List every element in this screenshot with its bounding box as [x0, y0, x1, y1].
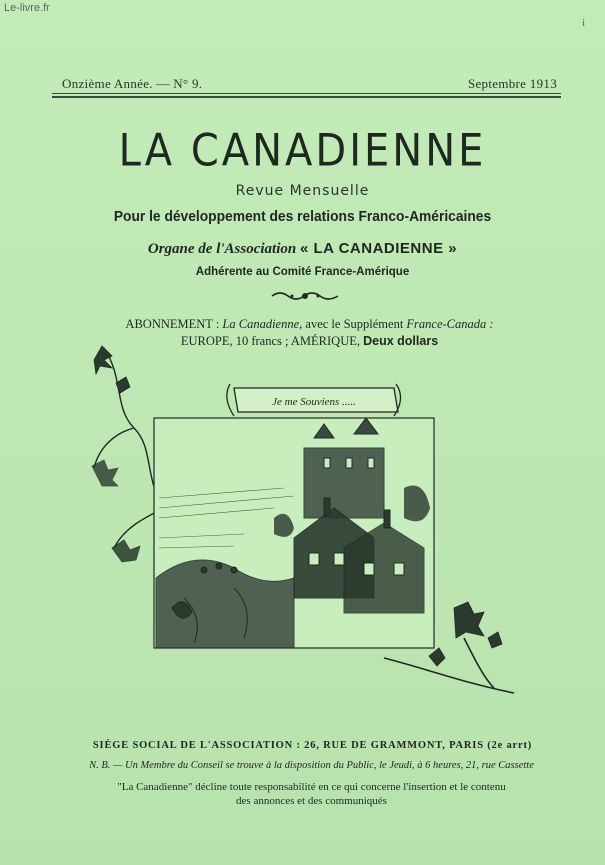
disclaimer: "La Canadienne" décline toute responsabilité en ce qui concerne l'insertion et le contenu des annonces et des communiqués [117, 781, 506, 807]
header-rule-thick [52, 96, 561, 98]
tagline: Pour le développement des relations Franco-Américaines [113, 208, 492, 225]
cover-illustration [84, 338, 524, 718]
corner-mark: i [582, 18, 585, 29]
subscription-line-1: ABONNEMENT : La Canadienne, avec le Supplément France-Canada : [125, 317, 494, 331]
adherence-line: Adhérente au Comité France-Amérique [195, 266, 410, 278]
magazine-title: LA CANADIENNE [118, 125, 487, 177]
subscription-line-2: EUROPE, 10 francs ; AMÉRIQUE, Deux dollars [180, 334, 439, 348]
issue-date: Septembre 1913 [467, 76, 557, 91]
issue-header [62, 76, 557, 92]
headquarters-address: SIÈGE SOCIAL DE L'ASSOCIATION : 26, RUE DE GRAMMONT, PARIS (2e arrt) [92, 740, 533, 751]
watermark: Le-livre.fr [4, 2, 50, 14]
header-rule [52, 93, 561, 94]
organ-name: « LA CANADIENNE » [299, 240, 458, 257]
ornament-divider-icon [270, 290, 340, 302]
organ-line [0, 240, 605, 258]
council-note: N. B. — Un Membre du Conseil se trouve à la disposition du Public, le Jeudi, à 6 heures, 21, rue Cassette [89, 760, 534, 771]
organ-prefix: Organe de l'Association [147, 241, 297, 257]
banner-text: Je me Souviens ..... [272, 396, 356, 408]
issue-number: Onzième Année. — N° 9. [62, 76, 203, 91]
magazine-subtitle: Revue Mensuelle [235, 183, 370, 199]
